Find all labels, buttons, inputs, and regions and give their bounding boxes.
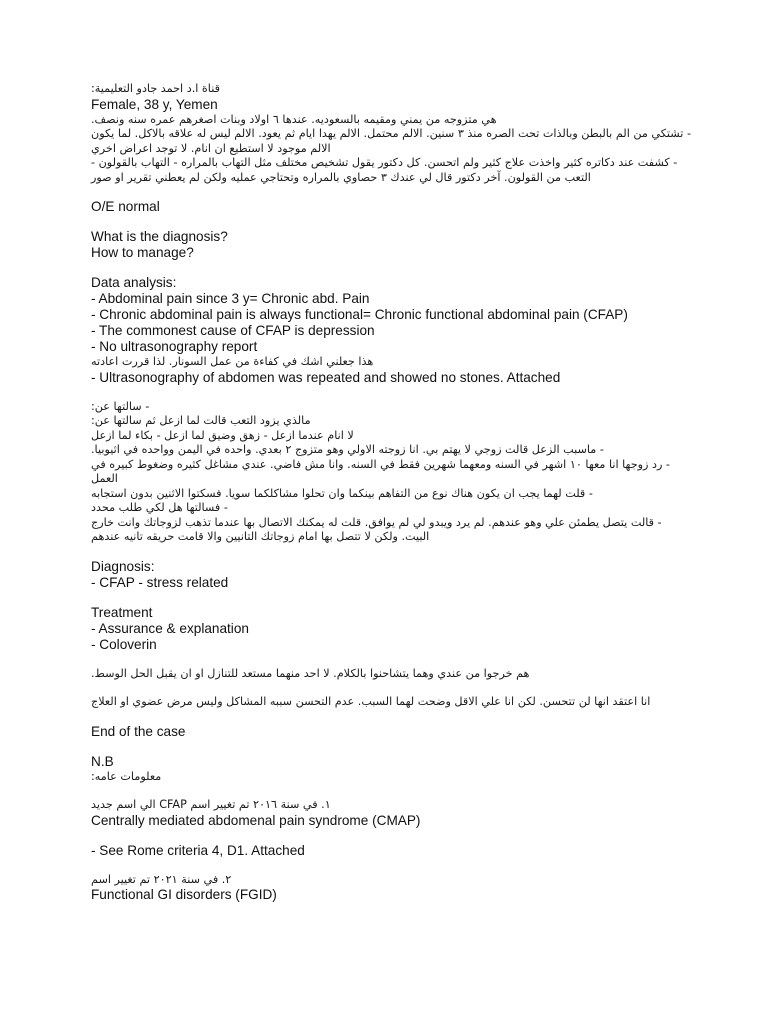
english-text-line: How to manage? xyxy=(91,245,194,260)
arabic-text-line: انا اعتقد انها لن تتحسن. لكن انا علي الاقل وضحت لهما السبب. عدم التحسن سببه المشاكل وليس مرض عضوي او العلاج xyxy=(91,695,651,708)
english-text-line: - CFAP - stress related xyxy=(91,574,229,590)
arabic-text-line: هذا جعلني اشك في كفاءة من عمل السونار. لذا قررت اعادته xyxy=(91,355,374,368)
english-text-line: - Chronic abdominal pain is always functional= Chronic functional abdominal pain (CFAP) xyxy=(91,307,628,322)
arabic-text-line: هم خرجوا من عندي وهما يتشاحنوا بالكلام. لا احد منهما مستعد للتنازل او ان يقبل الحل الوسط. xyxy=(91,666,530,680)
arabic-text-line: - فسالتها هل لكي طلب محدد xyxy=(91,501,228,514)
arabic-text-line: ٢. في سنة ٢٠٢١ تم تغيير اسم xyxy=(91,872,232,886)
english-text-line: End of the case xyxy=(91,723,186,739)
arabic-text-line: العمل xyxy=(91,472,118,485)
english-text-line: Centrally mediated abdomenal pain syndrome (CMAP) xyxy=(91,812,421,828)
arabic-text-line: مالذي يزود التعب قالت لما ازعل ثم سالتها عن: xyxy=(91,414,311,427)
arabic-text-line: - كشفت عند دكاتره كثير واخذت علاج كثير ولم اتحسن. كل دكتور يقول تشخيص مختلف مثل التهاب بالمراره - التهاب بالقولون - xyxy=(91,156,678,169)
arabic-text-line: قناة ا.د احمد جادو التعليمية: xyxy=(91,82,220,95)
english-text-line: Data analysis: xyxy=(91,275,177,290)
english-text-line: Treatment xyxy=(91,604,153,620)
arabic-text-line: البيت. ولكن لا تتصل بها امام زوجاتك التانيين والا قامت حريقه تانيه عندهم xyxy=(91,530,430,543)
english-text-line: Female, 38 y, Yemen xyxy=(91,96,218,112)
paragraph-gap xyxy=(91,740,691,754)
arabic-text-line: لا انام عندما ازعل - زهق وضيق لما ازعل - بكاء لما ازعل xyxy=(91,428,354,442)
arabic-text-line: - سالتها عن: xyxy=(91,399,150,413)
document-page xyxy=(91,82,691,903)
english-text-line: - Ultrasonography of abdomen was repeated and showed no stones. Attached xyxy=(91,369,561,385)
arabic-text-line: الالم موجود لا استطيع ان انام. لا توجد اعراض اخري xyxy=(91,141,331,155)
paragraph-gap xyxy=(91,261,691,275)
english-text-line: What is the diagnosis? xyxy=(91,229,228,244)
arabic-text-line: التعب من القولون. آخر دكتور قال لي عندك ٣ حصاوي بالمراره وتحتاجي عمليه ولكن لم يعطني تقرير او صور xyxy=(91,170,591,184)
paragraph-gap xyxy=(91,545,691,559)
paragraph-gap xyxy=(91,859,691,873)
arabic-text-line: هي متزوجه من يمني ومقيمه بالسعوديه. عندها ٦ اولاد وبنات اصغرهم عمره سنه ونصف. xyxy=(91,112,497,126)
english-text-line: - Abdominal pain since 3 y= Chronic abd. Pain xyxy=(91,291,370,306)
english-text-line: - No ultrasonography report xyxy=(91,339,258,354)
english-text-line: - The commonest cause of CFAP is depression xyxy=(91,323,375,338)
arabic-text-line: - رد زوجها انا معها ١٠ اشهر في السنه ومعهما شهرين فقط في السنه. وانا مش فاضي. عندي مشاغل كثيره وضغوط كبيره في xyxy=(91,457,670,471)
paragraph-gap xyxy=(91,710,691,724)
english-text-line: O/E normal xyxy=(91,199,160,214)
arabic-text-line: - ماسبب الزعل قالت زوجي لا يهتم بي. انا زوجته الاولي وهو متزوج ٢ بعدي. واحده في اليمن وواحده في اثيوبيا. xyxy=(91,443,604,456)
english-text-line: Functional GI disorders (FGID) xyxy=(91,887,277,902)
english-text-line: Diagnosis: xyxy=(91,558,155,574)
paragraph-gap xyxy=(91,185,691,199)
paragraph-gap xyxy=(91,681,691,695)
paragraph-gap xyxy=(91,386,691,400)
paragraph-gap xyxy=(91,591,691,605)
arabic-text-line: - قلت لهما يجب ان يكون هناك نوع من التفاهم بينكما وان تحلوا مشاكلكما سويا. فسكتوا الاثنين بدون استجابه xyxy=(91,486,593,500)
paragraph-gap xyxy=(91,829,691,843)
arabic-text-line: - تشتكي من الم بالبطن وبالذات تحت الصره منذ ٣ سنين. الالم محتمل. الالم يهدا ايام ثم يعود. الالم ليس له علاقه بالاكل. لما يكون xyxy=(90,127,691,140)
arabic-text-line: - قالت يتصل يطمئن علي وهو عندهم. لم يرد ويبدو لي لم يوافق. قلت له يمكنك الاتصال بها عندما تذهب لزوجاتك وانت خارج xyxy=(91,515,662,529)
english-text-line: - See Rome criteria 4, D1. Attached xyxy=(91,842,305,858)
paragraph-gap xyxy=(91,215,691,229)
arabic-text-line: ١. في سنة ٢٠١٦ تم تغيير اسم CFAP الي اسم جديد xyxy=(91,798,331,811)
english-text-line: N.B xyxy=(91,753,114,769)
paragraph-gap xyxy=(91,653,691,667)
arabic-text-line: معلومات عامه: xyxy=(91,769,162,783)
paragraph-gap xyxy=(91,784,691,798)
english-text-line: - Assurance & explanation xyxy=(91,620,249,636)
english-text-line: - Coloverin xyxy=(91,636,157,652)
